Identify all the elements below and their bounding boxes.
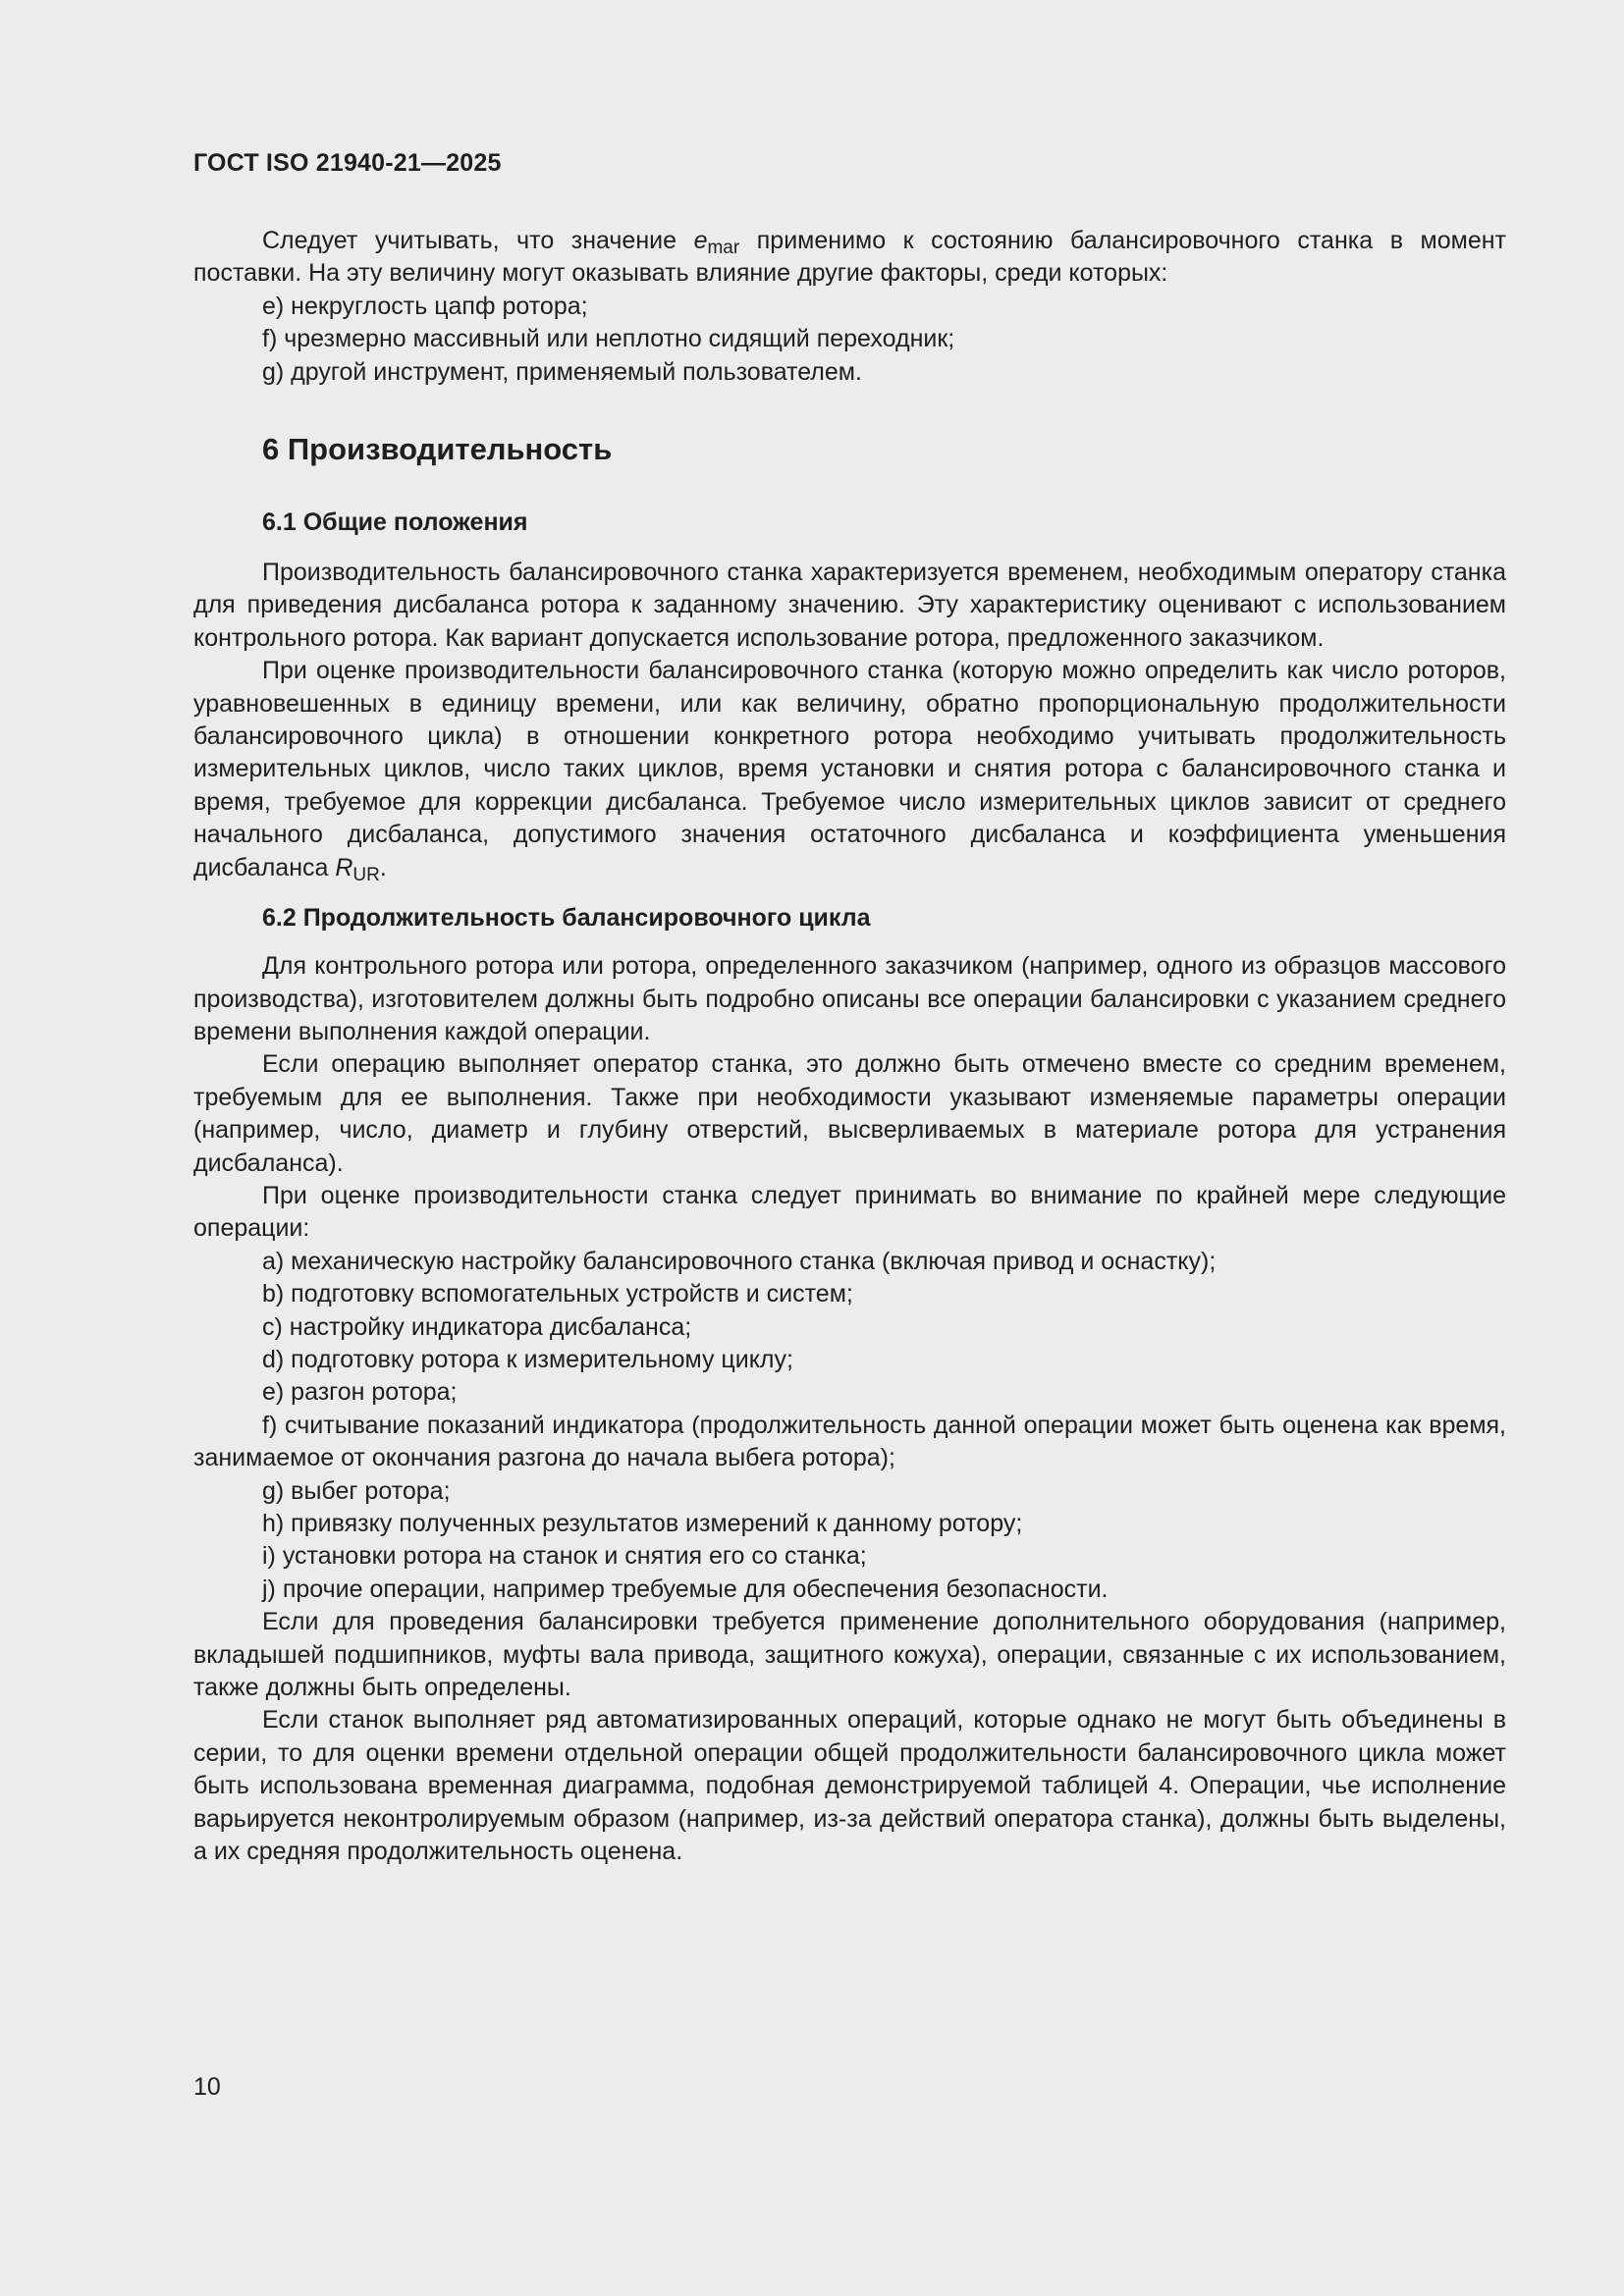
list-item: c) настройку индикатора дисбаланса; [262,1312,692,1341]
list-item: h) привязку полученных результатов измерений к данному ротору; [262,1510,1023,1537]
list-item: b) подготовку вспомогательных устройств и систем; [262,1280,853,1308]
section-6-2-heading: 6.2 Продолжительность балансировочного цикла [262,904,871,933]
list-item: f) чрезмерно массивный или неплотно сидящий переходник; [262,325,955,353]
paragraph: Производительность балансировочного станка характеризуется временем, необходимым оператору станка для приведения дисбаланса ротора к заданному значению. Эту характеристику оценивают с использованием контрольного ротора. Как вариант допускается использование ротора, предложенного заказчиком. [193,559,1506,652]
paragraph: При оценке производительности станка следует принимать во внимание по крайней мере следующие операции: [193,1181,1506,1243]
paragraph: Если для проведения балансировки требуется применение дополнительного оборудования (например, вкладышей подшипников, муфты вала привода, защитного кожуха), операции, связанные с их использованием, также должны быть определены. [193,1608,1506,1702]
list-item: f) считывание показаний индикатора (продолжительность данной операции может быть оценена как время, занимаемое от окончания разгона до начала выбега ротора); [193,1411,1506,1472]
var-e-mar: e [693,227,708,254]
document-code-header: ГОСТ ISO 21940-21—2025 [193,149,502,177]
section-6-heading: 6 Производительность [262,432,613,467]
list-item: d) подготовку ротора к измерительному циклу; [262,1345,793,1373]
list-item: g) выбег ротора; [262,1476,451,1505]
list-item: i) установки ротора на станок и снятия его со станка; [262,1542,867,1571]
var-r-ur: R [335,853,353,881]
list-item: e) некруглость цапф ротора; [262,292,588,320]
intro-paragraph: Следует учитывать, что значение $e_{mar}$ применимо к состоянию балансировочного станка в момент поставки. На эту величину могут оказывать влияние другие факторы, среди которых: [193,227,1506,288]
list-item: g) другой инструмент, применяемый пользователем. [262,357,862,386]
list-item: a) механическую настройку балансировочного станка (включая привод и оснастку); [262,1247,1217,1275]
list-item: e) разгон ротора; [262,1378,458,1407]
paragraph: Если операцию выполняет оператор станка, это должно быть отмечено вместе со средним временем, требуемым для ее выполнения. Также при необходимости указывают изменяемые параметры операции (например, число, диаметр и глубину отверстий, высверливаемых в материале ротора для устранения дисбаланса). [193,1050,1506,1177]
page-number: 10 [193,2073,221,2101]
section-6-1-heading: 6.1 Общие положения [262,508,528,537]
page-content [193,225,1506,1868]
list-item: j) прочие операции, например требуемые для обеспечения безопасности. [262,1575,1109,1603]
paragraph: Если станок выполняет ряд автоматизированных операций, которые однако не могут быть объединены в серии, то для оценки времени отдельной операции общей продолжительности балансировочного цикла может быть использована временная диаграмма, подобная демонстрируемой таблицей 4. Операции, чье исполнение варьируется неконтролируемым образом (например, из-за действий оператора станка), должны быть выделены, а их средняя продолжительность оценена. [193,1706,1506,1866]
paragraph: При оценке производительности балансировочного станка (которую можно определить как число роторов, уравновешенных в единицу времени, или как величину, обратно пропорциональную продолжительности балансировочного цикла) в отношении конкретного ротора необходимо учитывать продолжительность измерительных циклов, число таких циклов, время установки и снятия ротора с балансировочного станка и время, требуемое для коррекции дисбаланса. Требуемое число измерительных циклов зависит от среднего начального дисбаланса, допустимого значения остаточного дисбаланса и коэффициента уменьшения дисбаланса $R_{UR}$. [193,657,1506,885]
paragraph: Для контрольного ротора или ротора, определенного заказчиком (например, одного из образцов массового производства), изготовителем должны быть подробно описаны все операции балансировки с указанием среднего времени выполнения каждой операции. [193,952,1506,1045]
